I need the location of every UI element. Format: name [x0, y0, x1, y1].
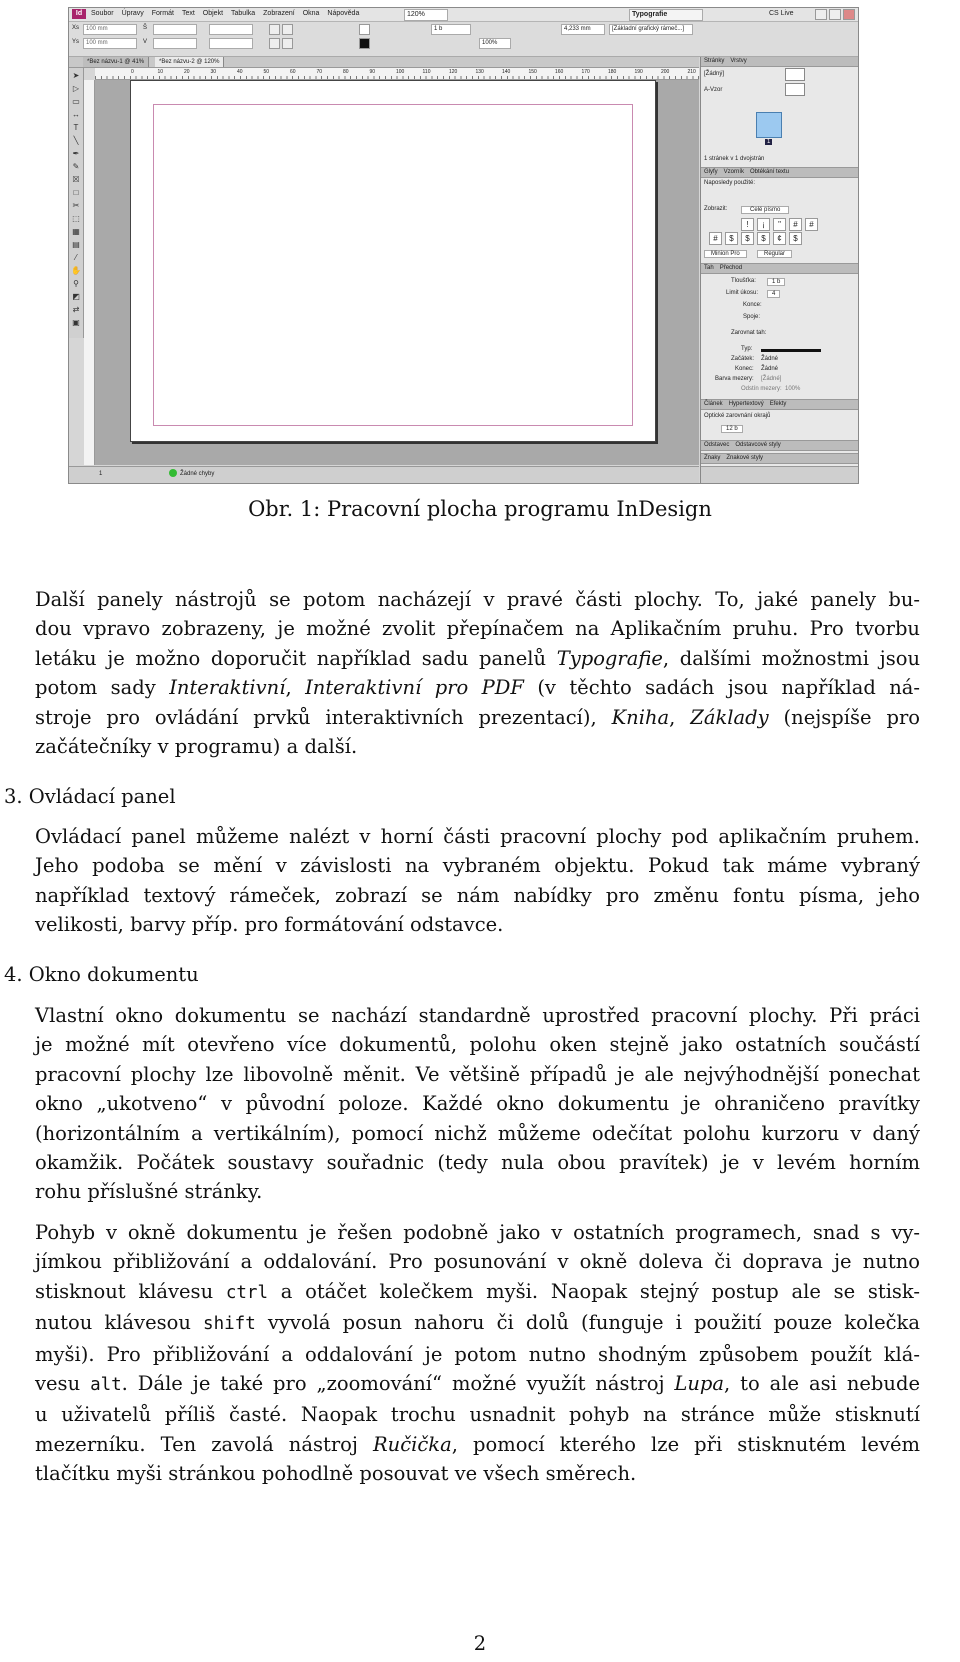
- stroke-type-preview[interactable]: [761, 349, 821, 352]
- text-line: potom sady Interaktivní, Interaktivní pro PDF (v těchto sadách jsou například ná-: [35, 676, 920, 700]
- end-label: Konec:: [735, 366, 754, 372]
- ruler-number: 170: [581, 69, 590, 75]
- vertical-ruler[interactable]: [84, 80, 95, 465]
- glyph-cell[interactable]: ": [773, 218, 786, 231]
- miter-input[interactable]: 4: [767, 290, 780, 298]
- a-master-thumb[interactable]: [785, 83, 805, 96]
- ruler-number: 160: [555, 69, 564, 75]
- end-select[interactable]: Žádné: [761, 366, 779, 372]
- tab-paragraph-styles[interactable]: Odstavcové styly: [735, 442, 781, 448]
- glyph-cell[interactable]: #: [789, 218, 802, 231]
- glyph-cell[interactable]: $: [741, 232, 754, 245]
- stroke-swatch[interactable]: [359, 38, 370, 49]
- ruler-number: 0: [131, 69, 134, 75]
- gradient-tool-icon[interactable]: ▦: [72, 227, 80, 236]
- tab-hyperlinks[interactable]: Hypertextový: [728, 401, 764, 407]
- w-label: Š: [143, 25, 148, 31]
- line-tool-icon[interactable]: ╲: [73, 136, 79, 145]
- miter-label: Limit úkosu:: [726, 290, 759, 296]
- direct-selection-tool-icon[interactable]: ▷: [72, 84, 80, 93]
- opacity-input[interactable]: 100%: [479, 38, 511, 49]
- ruler-number: 180: [608, 69, 617, 75]
- close-icon[interactable]: [843, 9, 855, 20]
- tab-character-styles[interactable]: Znakové styly: [726, 455, 764, 461]
- ruler-number: 190: [634, 69, 643, 75]
- section-3-paragraph: [35, 822, 920, 940]
- glyph-cell[interactable]: $: [789, 232, 802, 245]
- width-input[interactable]: [153, 24, 197, 35]
- text-line: Další panely nástrojů se potom nacházejí v pravé části plochy. To, jaké panely bu-: [35, 588, 920, 611]
- text-line: (horizontálním a vertikálním), pomocí nichž můžeme odečítat polohu kurzoru v daný: [35, 1121, 920, 1145]
- text-line: velikosti, barvy příp. pro formátování odstavce.: [35, 913, 504, 937]
- ruler-number: 100: [396, 69, 405, 75]
- margin-guides: [153, 104, 633, 426]
- tab-article[interactable]: Článek: [704, 401, 723, 407]
- section-4-paragraph-2: [35, 1218, 920, 1489]
- ruler-number: 90: [369, 69, 376, 75]
- ruler-number: 110: [422, 69, 431, 75]
- gap-tint-input[interactable]: 100%: [785, 386, 801, 392]
- article-panel: [701, 400, 859, 441]
- text-line: Jeho podoba se mění v závislosti na vybraném objektu. Pokud tak máme vybraný: [35, 854, 920, 878]
- text-line: Ovládací panel můžeme nalézt v horní části pracovní plochy pod aplikačním pruhem.: [35, 825, 920, 848]
- optical-size-input[interactable]: 12 b: [721, 425, 743, 433]
- menu-item[interactable]: Okna: [302, 10, 320, 17]
- text-line: Vlastní okno dokumentu se nachází standardně uprostřed pracovní plochy. Při práci: [35, 1004, 920, 1027]
- glyph-cell[interactable]: $: [757, 232, 770, 245]
- indesign-logo: Id: [72, 9, 86, 19]
- menu-bar: [91, 10, 359, 17]
- weight-input[interactable]: 1 b: [767, 278, 785, 286]
- indesign-screenshot: [68, 7, 859, 484]
- tab-layers[interactable]: Vrstvy: [730, 58, 747, 64]
- menu-item[interactable]: Nápověda: [327, 10, 360, 17]
- start-select[interactable]: Žádné: [761, 356, 779, 362]
- ruler-number: 80: [343, 69, 349, 75]
- frame-tool-icon[interactable]: ☒: [72, 175, 80, 184]
- show-select[interactable]: Celé písmo: [741, 206, 789, 214]
- tab-swatches[interactable]: Vzorník: [723, 169, 745, 175]
- align-label: Zarovnat tah:: [731, 330, 767, 336]
- text-line: Pohyb v okně dokumentu je řešen podobně jako v ostatních programech, snad s vy-: [35, 1221, 920, 1244]
- menu-item[interactable]: Úpravy: [121, 10, 144, 17]
- zoom-tool-icon[interactable]: ⚲: [73, 279, 79, 288]
- show-label: Zobrazit:: [704, 206, 728, 212]
- text-line: okno „ukotveno“ v původní poloze. Každé okno dokumentu je ohraničeno pravítky: [35, 1092, 920, 1116]
- document-tabs: [69, 57, 699, 68]
- glyph-cell[interactable]: $: [725, 232, 738, 245]
- application-bar: [69, 8, 858, 22]
- page-number: 2: [473, 1632, 487, 1655]
- section-4-paragraph-1: [35, 1001, 920, 1207]
- paragraph-panel: [701, 441, 859, 454]
- ruler-number: 210: [687, 69, 696, 75]
- y-label: Ys: [72, 39, 80, 45]
- key-shift: shift: [203, 1314, 256, 1335]
- type-tool-icon[interactable]: T: [73, 123, 79, 132]
- document-canvas[interactable]: [95, 80, 699, 465]
- menu-item[interactable]: Tabulka: [231, 10, 256, 17]
- text-line: dou vpravo zobrazeny, je možné zvolit přepínačem na Aplikačním pruhu. Pro tvorbu: [35, 617, 920, 641]
- intro-paragraph: [35, 585, 920, 761]
- none-master-thumb[interactable]: [785, 68, 805, 81]
- menu-item[interactable]: Soubor: [91, 10, 114, 17]
- figure-caption: Obr. 1: Pracovní plocha programu InDesign: [248, 497, 712, 521]
- weight-label: Tloušťka:: [731, 278, 756, 284]
- hand-tool-icon[interactable]: ✋: [71, 266, 81, 275]
- text-line: rohu příslušné stránky.: [35, 1180, 263, 1204]
- section-4-heading: 4. Okno dokumentu: [4, 963, 199, 986]
- page-thumb-number: 1: [767, 139, 771, 145]
- eyedropper-tool-icon[interactable]: ⁄: [75, 253, 77, 262]
- ruler-number: 70: [316, 69, 323, 75]
- height-input[interactable]: [153, 38, 197, 49]
- h-label: V: [143, 39, 148, 45]
- text-line: stroje pro ovládání prvků interaktivních prezentací), Kniha, Základy (nejspíše pro: [35, 705, 921, 729]
- stroke-weight-input[interactable]: 1 b: [431, 24, 471, 35]
- gap-select[interactable]: [Žádné]: [761, 376, 782, 382]
- pages-panel: [701, 57, 859, 168]
- text-line: jímkou přibližování a oddalování. Pro posunování v okně doleva či doprava je nutno: [35, 1250, 920, 1274]
- view-mode-icon[interactable]: ▣: [72, 318, 80, 327]
- shear-input[interactable]: [209, 38, 253, 49]
- glyph-cell[interactable]: ¢: [773, 232, 786, 245]
- text-line: tlačítku myši stránkou pohodlně posouvat ve všech směrech.: [35, 1462, 637, 1486]
- text-line: vesu alt. Dále je také pro „zoomování“ možné využít nástroj Lupa, to ale asi nebude: [35, 1372, 920, 1396]
- tab-stroke[interactable]: Tah: [704, 265, 714, 271]
- glyph-cell[interactable]: #: [805, 218, 818, 231]
- ruler-number: 150: [528, 69, 537, 75]
- tab-effects[interactable]: Efekty: [769, 401, 787, 407]
- right-panel-dock: [700, 57, 859, 483]
- gap-tint-label: Odstín mezery:: [741, 386, 782, 392]
- tab-document-1[interactable]: *Bez názvu-1 @ 41%: [83, 57, 149, 67]
- dimension-input[interactable]: 4,233 mm: [561, 24, 605, 35]
- optical-margin-checkbox[interactable]: Optické zarovnání okrajů: [704, 413, 771, 419]
- text-line: nutou klávesou shift vyvolá posun nahoru či dolů (funguje i použití pouze kolečka: [35, 1311, 920, 1335]
- tools-panel: [69, 68, 84, 338]
- cap-label: Konce:: [743, 302, 762, 308]
- section-3-heading: 3. Ovládací panel: [4, 785, 176, 808]
- ruler-number: 50: [263, 69, 270, 75]
- text-line: je možné mít otevřeno více dokumentů, polohu oken stejně jako ostatních součástí: [35, 1033, 920, 1057]
- glyph-cell[interactable]: ¡: [757, 218, 770, 231]
- tab-character[interactable]: Znaky: [704, 455, 721, 461]
- menu-item[interactable]: Text: [181, 10, 195, 17]
- horizontal-ruler[interactable]: [95, 68, 699, 80]
- fill-swatch[interactable]: [359, 24, 370, 35]
- status-bar: [69, 466, 699, 484]
- a-master[interactable]: A-Vzor: [704, 87, 723, 93]
- scissors-tool-icon[interactable]: ✂: [72, 201, 80, 210]
- text-line: okamžik. Počátek soustavy souřadnic (tedy nula obou pravítek) je v levém horním: [35, 1151, 920, 1175]
- ruler-number: 40: [237, 69, 243, 75]
- text-line: stisknout klávesu ctrl a otáčet kolečkem myši. Naopak stejný postup ale se stisk-: [35, 1279, 920, 1303]
- join-label: Spoje:: [743, 314, 761, 320]
- maximize-icon[interactable]: [829, 9, 841, 20]
- page-number-field[interactable]: 1: [99, 471, 103, 477]
- note-tool-icon[interactable]: ▤: [72, 240, 80, 249]
- fill-stroke-icon[interactable]: ◩: [72, 292, 80, 301]
- text-line: u uživatelů příliš časté. Naopak trochu usnadnit pohyb na stránce může stisknutí: [35, 1403, 920, 1427]
- glyph-cell[interactable]: !: [741, 218, 754, 231]
- start-label: Začátek:: [731, 356, 755, 362]
- glyph-cell[interactable]: #: [709, 232, 722, 245]
- pen-tool-icon[interactable]: ✒: [72, 149, 80, 158]
- cs-live-button[interactable]: CS Live: [769, 10, 794, 17]
- ruler-number: 20: [184, 69, 190, 75]
- y-input[interactable]: 100 mm: [83, 38, 137, 49]
- page-tool-icon[interactable]: ▭: [72, 97, 80, 106]
- text-line: začátečníky v programu) a další.: [35, 735, 358, 759]
- page-thumb[interactable]: [756, 112, 782, 138]
- pages-footer: 1 stránek v 1 dvojstrán: [704, 156, 765, 162]
- workspace-switcher[interactable]: Typografie: [629, 9, 703, 21]
- text-line: pracovní plochy lze libovolně měnit. Ve většině případů je ale nejvýhodnější ponechat: [35, 1062, 920, 1086]
- tab-text-wrap[interactable]: Obtékání textu: [750, 169, 790, 175]
- ruler-number: 140: [502, 69, 511, 75]
- zoom-select[interactable]: 120%: [404, 9, 448, 21]
- text-line: letáku je možno doporučit například sadu panelů Typografie, dalšími možnostmi jsou: [35, 646, 920, 670]
- control-panel: [69, 22, 858, 57]
- text-line: mezerníku. Ten zavolá nástroj Ručička, pomocí kterého lze při stisknutém levém: [35, 1432, 921, 1456]
- tab-gradient[interactable]: Přechod: [719, 265, 743, 271]
- swap-colors-icon[interactable]: ⇄: [72, 305, 80, 314]
- key-alt: alt: [90, 1375, 122, 1396]
- recent-label: Naposledy použité:: [704, 180, 756, 186]
- character-panel: [701, 454, 859, 467]
- menu-item[interactable]: Formát: [151, 10, 174, 17]
- ruler-number: 120: [449, 69, 458, 75]
- menu-item[interactable]: Objekt: [202, 10, 224, 17]
- document-page[interactable]: [130, 80, 656, 442]
- tab-paragraph[interactable]: Odstavec: [704, 442, 730, 448]
- stroke-panel: [701, 264, 859, 400]
- flip-icon[interactable]: [269, 24, 280, 35]
- gap-tool-icon[interactable]: ↔: [72, 110, 80, 119]
- minimize-icon[interactable]: [815, 9, 827, 20]
- ruler-number: 10: [157, 69, 164, 75]
- pencil-tool-icon[interactable]: ✎: [72, 162, 80, 171]
- select-container-icon[interactable]: [269, 38, 280, 49]
- menu-item[interactable]: Zobrazení: [263, 10, 295, 17]
- preflight-status[interactable]: Žádné chyby: [180, 471, 215, 477]
- gap-label: Barva mezery:: [715, 376, 754, 382]
- selection-tool-icon[interactable]: ➤: [72, 71, 80, 80]
- font-select[interactable]: Minion Pro: [704, 250, 747, 258]
- rotate-input[interactable]: [209, 24, 253, 35]
- transform-tool-icon[interactable]: ⬚: [72, 214, 80, 223]
- rectangle-tool-icon[interactable]: □: [73, 188, 79, 197]
- type-label: Typ:: [741, 346, 753, 352]
- ruler-number: 60: [290, 69, 296, 75]
- text-line: myši). Pro přibližování a oddalování je potom nutno shodným způsobem použít klá-: [35, 1342, 920, 1366]
- ruler-number: 130: [475, 69, 484, 75]
- rotate-icon[interactable]: [282, 24, 293, 35]
- tab-glyphs[interactable]: Glyfy: [704, 169, 718, 175]
- preflight-ok-icon: [169, 469, 177, 477]
- x-label: Xs: [72, 25, 80, 31]
- tab-document-2[interactable]: *Bez názvu-2 @ 120%: [155, 57, 224, 67]
- ruler-number: 30: [210, 69, 217, 75]
- glyphs-panel: [701, 168, 859, 264]
- text-line: například textový rámeček, zobrazí se nám nabídky pro změnu fontu písma, jeho: [35, 883, 920, 907]
- ruler-number: 200: [661, 69, 670, 75]
- tab-pages[interactable]: Stránky: [704, 58, 725, 64]
- x-input[interactable]: 100 mm: [83, 24, 137, 35]
- frame-style-select[interactable]: [Základní grafický rámeč...]: [609, 24, 693, 35]
- none-master[interactable]: [Žádný]: [704, 71, 725, 77]
- select-content-icon[interactable]: [282, 38, 293, 49]
- font-style-select[interactable]: Regular: [757, 250, 792, 258]
- key-ctrl: ctrl: [225, 1282, 269, 1303]
